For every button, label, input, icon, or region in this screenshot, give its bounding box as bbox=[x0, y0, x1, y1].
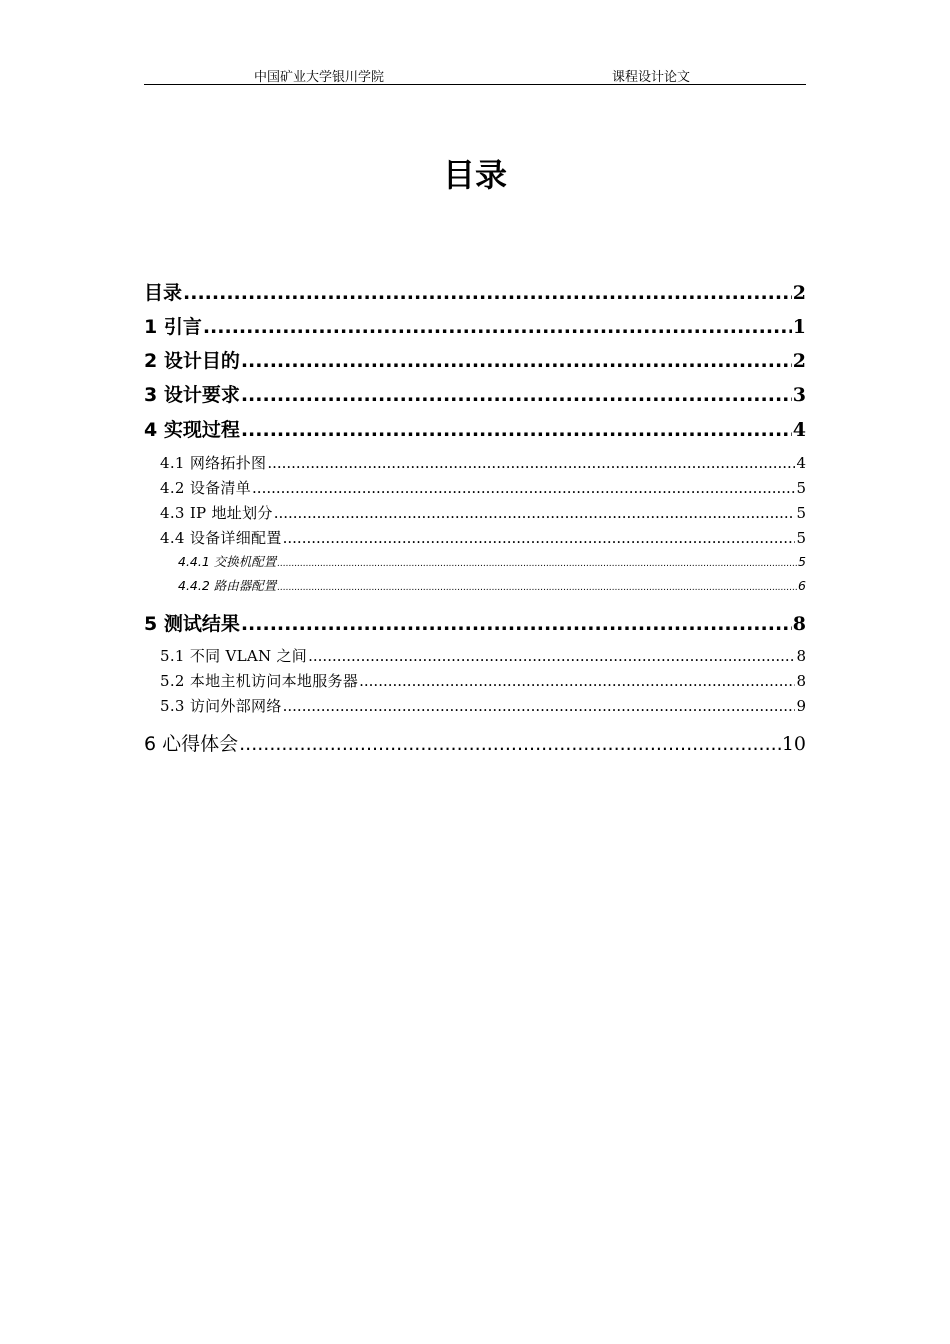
toc-page-number: 5 bbox=[796, 479, 806, 497]
page-header bbox=[144, 66, 806, 85]
toc-dot-leader bbox=[241, 613, 792, 635]
toc-entry-label: 5 测试结果 bbox=[144, 613, 240, 635]
toc-entry-label: 5.3 访问外部网络 bbox=[160, 697, 282, 715]
toc-page-number: 4 bbox=[792, 419, 806, 441]
toc-entry-label: 6 心得体会 bbox=[144, 733, 239, 755]
toc-entry-implementation[interactable] bbox=[144, 415, 806, 442]
toc-entry-label: 5.1 不同 VLAN 之间 bbox=[160, 647, 308, 665]
toc-entry-label: 2 设计目的 bbox=[144, 350, 240, 372]
toc-dot-leader bbox=[267, 454, 795, 472]
toc-entry-introduction[interactable] bbox=[144, 312, 806, 339]
toc-dot-leader bbox=[359, 672, 795, 690]
toc-page-number: 8 bbox=[796, 647, 806, 665]
toc-page-number: 5 bbox=[798, 554, 806, 569]
toc-dot-leader bbox=[241, 350, 792, 372]
toc-entry-label: 4.1 网络拓扑图 bbox=[160, 454, 267, 472]
toc-entry-equipment-list[interactable] bbox=[160, 477, 806, 498]
toc-entry-external-network[interactable] bbox=[160, 695, 806, 716]
toc-page-number: 8 bbox=[796, 672, 806, 690]
toc-dot-leader bbox=[183, 282, 792, 304]
toc-entry-local-host-to-server[interactable] bbox=[160, 670, 806, 691]
toc-dot-leader bbox=[283, 697, 796, 715]
header-school-name: 中国矿业大学银川学院 bbox=[254, 70, 385, 85]
toc-page-number: 8 bbox=[792, 613, 806, 635]
toc-entry-label: 5.2 本地主机访问本地服务器 bbox=[160, 672, 359, 690]
toc-page-number: 6 bbox=[798, 578, 806, 593]
toc-dot-leader bbox=[274, 504, 796, 522]
toc-entry-label: 3 设计要求 bbox=[144, 384, 240, 406]
toc-entry-label: 目录 bbox=[144, 282, 183, 304]
toc-dot-leader bbox=[283, 529, 796, 547]
toc-entry-label: 4.4.1 交换机配置 bbox=[178, 554, 277, 569]
toc-page-number: 3 bbox=[792, 384, 806, 406]
page-title: 目录 bbox=[442, 156, 507, 194]
toc-entry-label: 4.2 设备清单 bbox=[160, 479, 252, 497]
header-document-type: 课程设计论文 bbox=[612, 70, 691, 85]
toc-entry-switch-configuration[interactable] bbox=[178, 552, 806, 570]
toc-entry-device-configuration[interactable] bbox=[160, 527, 806, 548]
toc-entry-router-configuration[interactable] bbox=[178, 576, 806, 594]
toc-dot-leader bbox=[277, 554, 797, 569]
toc-dot-leader bbox=[241, 384, 792, 406]
toc-entry-reflections[interactable] bbox=[144, 729, 806, 756]
toc-entry-inter-vlan[interactable] bbox=[160, 645, 806, 666]
toc-page-number: 4 bbox=[796, 454, 806, 472]
toc-dot-leader bbox=[252, 479, 795, 497]
toc-page-number: 9 bbox=[796, 697, 806, 715]
toc-dot-leader bbox=[203, 316, 792, 338]
toc-dot-leader bbox=[241, 419, 792, 441]
toc-entry-label: 4 实现过程 bbox=[144, 419, 240, 441]
toc-entry-test-results[interactable] bbox=[144, 609, 806, 636]
toc-page-number: 1 bbox=[792, 316, 806, 338]
toc-page-number: 2 bbox=[792, 350, 806, 372]
toc-page-number: 5 bbox=[796, 504, 806, 522]
toc-dot-leader bbox=[239, 733, 781, 755]
toc-entry-ip-allocation[interactable] bbox=[160, 502, 806, 523]
toc-page-number: 2 bbox=[792, 282, 806, 304]
toc-entry-design-purpose[interactable] bbox=[144, 346, 806, 373]
toc-entry-network-topology[interactable] bbox=[160, 452, 806, 473]
toc-dot-leader bbox=[308, 647, 795, 665]
toc-page-number: 10 bbox=[781, 733, 806, 755]
toc-entry-label: 4.4.2 路由器配置 bbox=[178, 578, 277, 593]
toc-dot-leader bbox=[277, 578, 797, 593]
toc-page-number: 5 bbox=[796, 529, 806, 547]
toc-entry-label: 1 引言 bbox=[144, 316, 202, 338]
toc-entry-contents[interactable] bbox=[144, 278, 806, 305]
toc-entry-design-requirements[interactable] bbox=[144, 380, 806, 407]
toc-entry-label: 4.4 设备详细配置 bbox=[160, 529, 282, 547]
toc-entry-label: 4.3 IP 地址划分 bbox=[160, 504, 273, 522]
